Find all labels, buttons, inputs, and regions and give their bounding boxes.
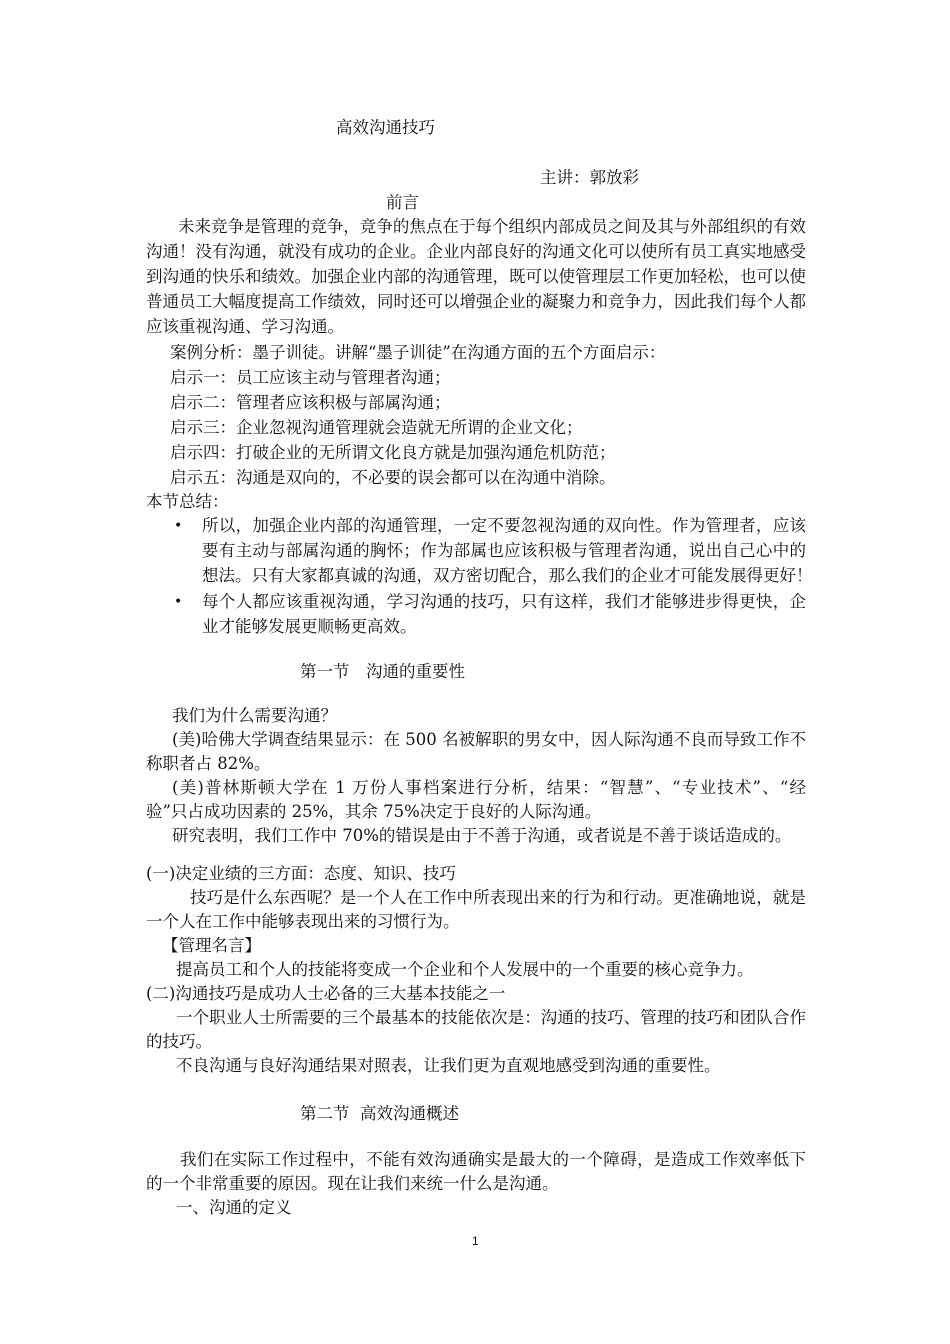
- preface-line: 沟通！没有沟通，就没有成功的企业。企业内部良好的沟通文化可以使所有员工真实地感受: [146, 242, 806, 261]
- case-intro: 案例分析：墨子训徒。讲解“墨子训徒”在沟通方面的五个方面启示：: [170, 343, 666, 362]
- paragraph: 不良沟通与良好沟通结果对照表，让我们更为直观地感受到沟通的重要性。: [176, 1056, 721, 1075]
- paragraph-line: 验”只占成功因素的 25%，其余 75%决定于良好的人际沟通。: [146, 802, 602, 821]
- subheading: (一)决定业绩的三方面：态度、知识、技巧: [146, 864, 456, 883]
- insight-item: 启示一：员工应该主动与管理者沟通；: [170, 368, 451, 387]
- summary-bullet-line: 每个人都应该重视沟通，学习沟通的技巧，只有这样，我们才能够进步得更快，企: [202, 592, 806, 611]
- preface-heading: 前言: [386, 193, 419, 212]
- preface-line: 应该重视沟通、学习沟通。: [146, 317, 344, 336]
- section2-heading: 第二节 高效沟通概述: [300, 1104, 459, 1123]
- motto-text: 提高员工和个人的技能将变成一个企业和个人发展中的一个重要的核心竞争力。: [176, 960, 754, 979]
- bullet-marker: •: [174, 518, 183, 534]
- preface-line: 到沟通的快乐和绩效。加强企业内部的沟通管理，既可以使管理层工作更加轻松，也可以使: [146, 267, 806, 286]
- insight-item: 启示二：管理者应该积极与部属沟通；: [170, 393, 451, 412]
- paragraph-line: 技巧是什么东西呢？是一个人在工作中所表现出来的行为和行动。更准确地说，就是: [190, 888, 806, 907]
- summary-bullet-line: 所以，加强企业内部的沟通管理，一定不要忽视沟通的双向性。作为管理者，应该: [202, 516, 806, 535]
- paragraph-line: (美)哈佛大学调查结果显示：在 500 名被解职的男女中，因人际沟通不良而导致工作不: [172, 730, 806, 749]
- lecturer-line: 主讲：郭放彩: [540, 168, 639, 187]
- subheading: (二)沟通技巧是成功人士必备的三大基本技能之一: [146, 984, 506, 1003]
- insight-item: 启示四：打破企业的无所谓文化良方就是加强沟通危机防范；: [170, 443, 616, 462]
- motto-label: 【管理名言】: [162, 936, 261, 955]
- bullet-marker: •: [174, 594, 183, 610]
- paragraph-line: 我们在实际工作过程中，不能有效沟通确实是最大的一个障碍，是造成工作效率低下: [180, 1150, 806, 1169]
- definition-heading: 一、沟通的定义: [176, 1198, 292, 1217]
- summary-bullet-line: 要有主动与部属沟通的胸怀；作为部属也应该积极与管理者沟通，说出自己心中的: [202, 541, 806, 560]
- paragraph-line: 一个职业人士所需要的三个最基本的技能依次是：沟通的技巧、管理的技巧和团队合作: [176, 1008, 806, 1027]
- paragraph: 研究表明，我们工作中 70%的错误是由于不善于沟通，或者说是不善于谈话造成的。: [172, 826, 792, 845]
- page-number: 1: [472, 1234, 479, 1248]
- paragraph-line: 一个人在工作中能够表现出来的习惯行为。: [146, 912, 460, 931]
- document-title: 高效沟通技巧: [336, 118, 435, 137]
- preface-line: 普通员工大幅度提高工作绩效，同时还可以增强企业的凝聚力和竞争力，因此我们每个人都: [146, 292, 806, 311]
- paragraph-line: (美)普林斯顿大学在 1 万份人事档案进行分析，结果：“智慧”、“专业技术”、“经: [172, 778, 806, 797]
- paragraph-line: 称职者占 82%。: [146, 754, 271, 773]
- summary-bullet-line: 想法。只有大家都真诚的沟通，双方密切配合，那么我们的企业才可能发展得更好！: [202, 566, 813, 585]
- paragraph-line: 的技巧。: [146, 1032, 212, 1051]
- section1-heading: 第一节 沟通的重要性: [300, 662, 465, 681]
- paragraph-line: 的一个非常重要的原因。现在让我们来统一什么是沟通。: [146, 1174, 559, 1193]
- paragraph: 我们为什么需要沟通？: [172, 706, 337, 725]
- insight-item: 启示三：企业忽视沟通管理就会造就无所谓的企业文化；: [170, 418, 583, 437]
- summary-label: 本节总结：: [146, 492, 229, 511]
- summary-bullet-line: 业才能够发展更顺畅更高效。: [202, 617, 417, 636]
- preface-line: 未来竞争是管理的竞争，竞争的焦点在于每个组织内部成员之间及其与外部组织的有效: [178, 217, 806, 236]
- insight-item: 启示五：沟通是双向的，不必要的误会都可以在沟通中消除。: [170, 468, 616, 487]
